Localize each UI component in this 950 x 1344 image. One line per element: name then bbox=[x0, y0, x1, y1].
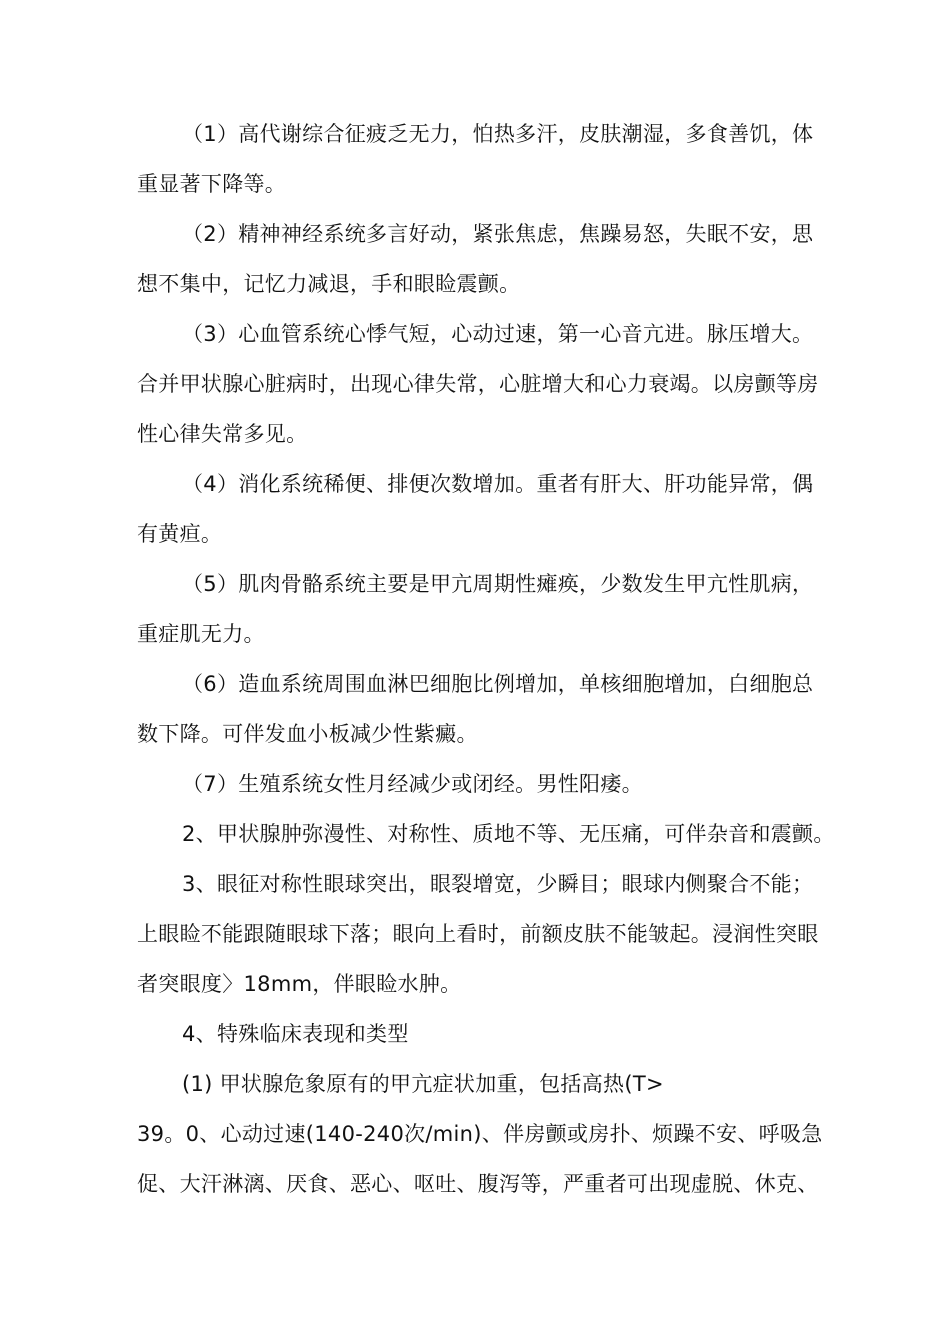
paragraph-line: 合并甲状腺心脏病时，出现心律失常，心脏增大和心力衰竭。以房颤等房 bbox=[137, 372, 819, 396]
paragraph-line: 重显著下降等。 bbox=[137, 172, 287, 196]
paragraph-line: 39。0、心动过速(140-240次/min)、伴房颤或房扑、烦躁不安、呼吸急 bbox=[137, 1122, 823, 1146]
paragraph-line: （6）造血系统周围血淋巴细胞比例增加，单核细胞增加，白细胞总 bbox=[182, 672, 814, 696]
paragraph-line: （5）肌肉骨骼系统主要是甲亢周期性瘫痪，少数发生甲亢性肌病， bbox=[182, 572, 814, 596]
paragraph-line: 3、眼征对称性眼球突出，眼裂增宽，少瞬目；眼球内侧聚合不能； bbox=[182, 872, 814, 896]
paragraph-line: （4）消化系统稀便、排便次数增加。重者有肝大、肝功能异常，偶 bbox=[182, 472, 814, 496]
section-heading: 4、特殊临床表现和类型 bbox=[182, 1022, 409, 1046]
paragraph-line: 想不集中，记忆力减退，手和眼睑震颤。 bbox=[137, 272, 521, 296]
paragraph-line: 性心律失常多见。 bbox=[137, 422, 308, 446]
paragraph-line: 有黄疸。 bbox=[137, 522, 223, 546]
paragraph-line: （7）生殖系统女性月经减少或闭经。男性阳痿。 bbox=[182, 772, 643, 796]
paragraph-line: （1）高代谢综合征疲乏无力，怕热多汗，皮肤潮湿，多食善饥，体 bbox=[182, 122, 814, 146]
paragraph-line: 促、大汗淋漓、厌食、恶心、呕吐、腹泻等，严重者可出现虚脱、休克、 bbox=[137, 1172, 819, 1196]
paragraph-line: 上眼睑不能跟随眼球下落；眼向上看时，前额皮肤不能皱起。浸润性突眼 bbox=[137, 922, 819, 946]
paragraph-line: 数下降。可伴发血小板减少性紫癜。 bbox=[137, 722, 478, 746]
paragraph-line: (1) 甲状腺危象原有的甲亢症状加重，包括高热(T> bbox=[182, 1072, 664, 1096]
paragraph-line: 者突眼度〉18mm，伴眼睑水肿。 bbox=[137, 972, 462, 996]
paragraph-line: 重症肌无力。 bbox=[137, 622, 265, 646]
paragraph-line: 2、甲状腺肿弥漫性、对称性、质地不等、无压痛，可伴杂音和震颤。 bbox=[182, 822, 835, 846]
paragraph-line: （2）精神神经系统多言好动，紧张焦虑，焦躁易怒，失眠不安，思 bbox=[182, 222, 814, 246]
paragraph-line: （3）心血管系统心悸气短，心动过速，第一心音亢进。脉压增大。 bbox=[182, 322, 814, 346]
